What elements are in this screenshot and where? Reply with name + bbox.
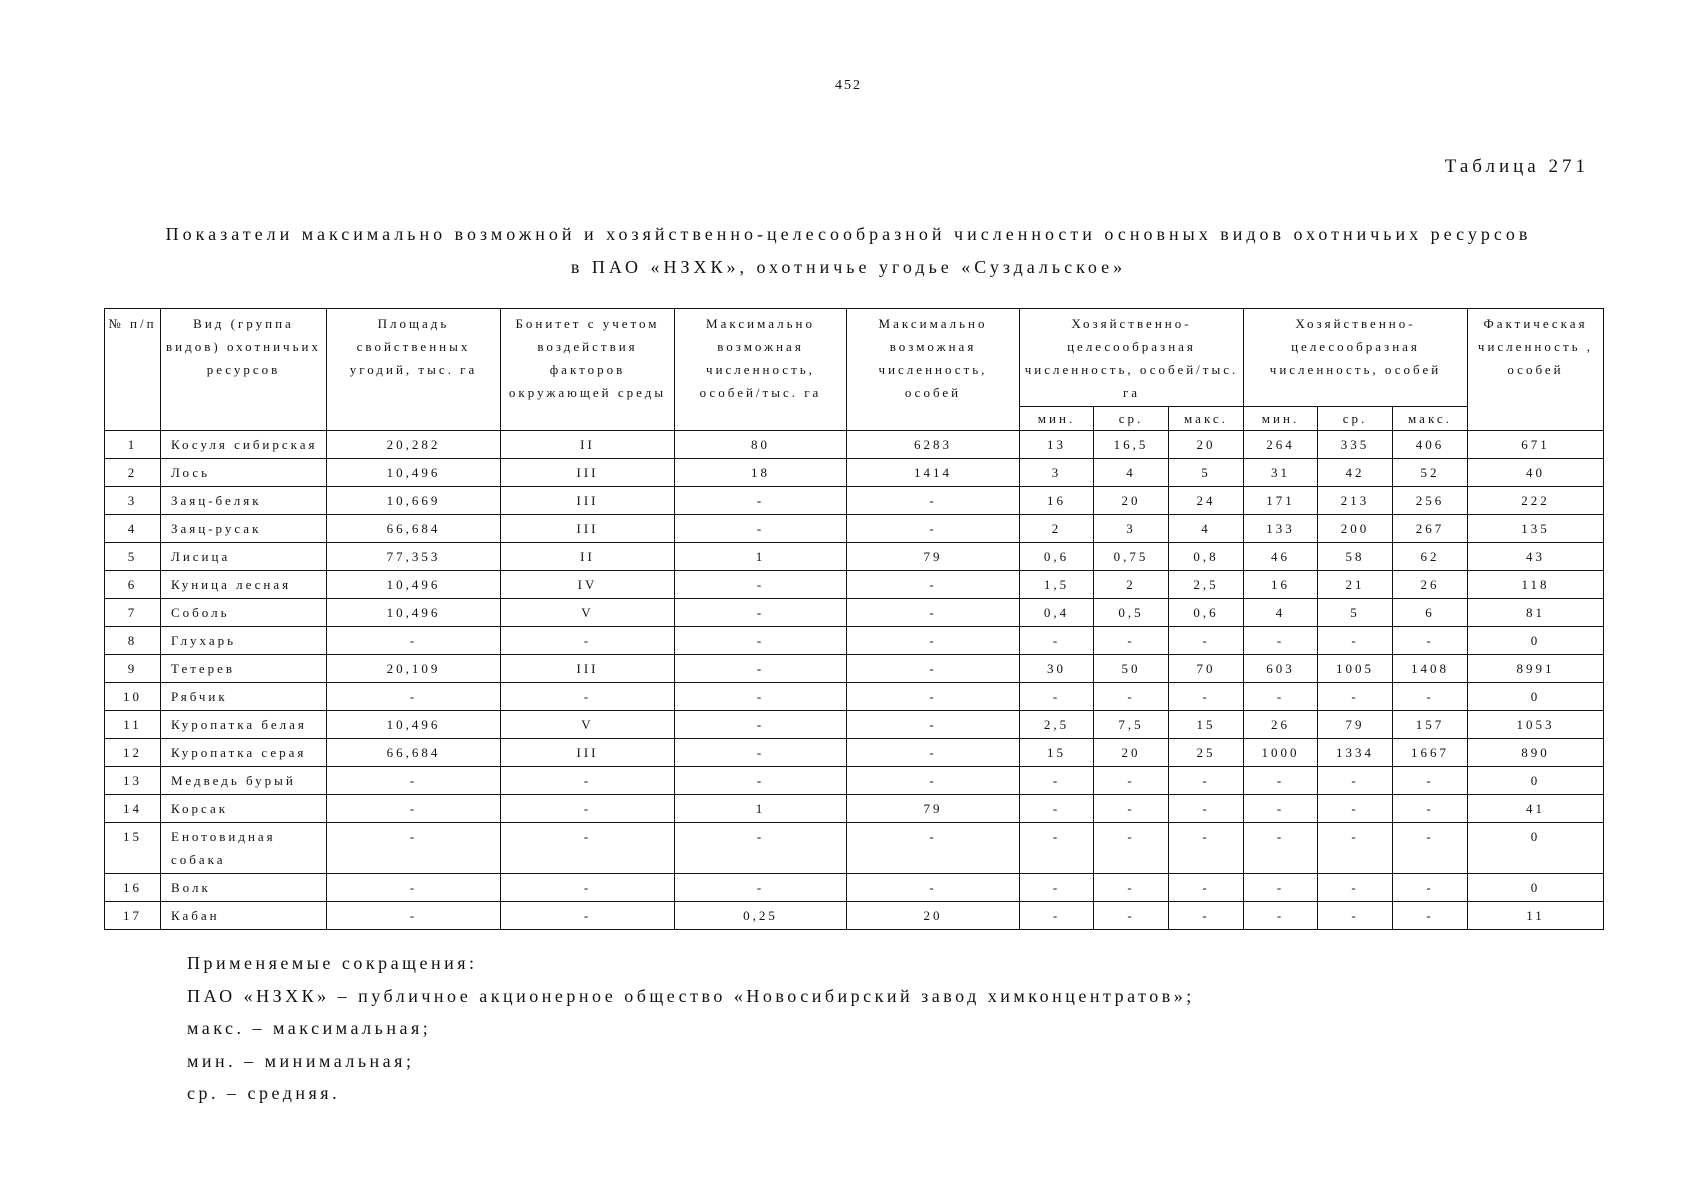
cell-econ-count-min: -: [1244, 823, 1318, 874]
header-actual: Фактическая численность , особей: [1468, 309, 1604, 431]
cell-econ-density-max: 4: [1169, 515, 1244, 543]
header-econ-count: Хозяйственно-целесообразная численность, особей: [1244, 309, 1468, 407]
cell-econ-count-max: 406: [1393, 431, 1468, 459]
cell-econ-density-avg: -: [1094, 767, 1169, 795]
cell-econ-density-max: 2,5: [1169, 571, 1244, 599]
table-row: [105, 739, 1604, 767]
cell-max-count: -: [847, 823, 1020, 874]
cell-econ-density-max: 24: [1169, 487, 1244, 515]
cell-bonitet: -: [501, 683, 675, 711]
cell-econ-density-min: -: [1020, 823, 1094, 874]
cell-species: Соболь: [161, 599, 327, 627]
table-row: [105, 431, 1604, 459]
cell-bonitet: III: [501, 459, 675, 487]
cell-max-count: -: [847, 767, 1020, 795]
cell-econ-density-max: 25: [1169, 739, 1244, 767]
cell-econ-count-min: 133: [1244, 515, 1318, 543]
header-econ-density-avg: ср.: [1094, 407, 1169, 431]
cell-econ-density-min: -: [1020, 627, 1094, 655]
cell-max-density: 1: [675, 543, 847, 571]
cell-max-density: 0,25: [675, 902, 847, 930]
cell-num: 1: [105, 431, 161, 459]
cell-econ-count-avg: 79: [1318, 711, 1393, 739]
cell-econ-count-avg: 5: [1318, 599, 1393, 627]
cell-area: 10,496: [327, 599, 501, 627]
cell-species: Волк: [161, 874, 327, 902]
table-row: [105, 874, 1604, 902]
cell-max-count: -: [847, 711, 1020, 739]
table-row: [105, 902, 1604, 930]
cell-econ-count-avg: -: [1318, 902, 1393, 930]
cell-econ-count-avg: -: [1318, 823, 1393, 874]
cell-max-density: -: [675, 571, 847, 599]
cell-econ-density-min: -: [1020, 767, 1094, 795]
cell-num: 4: [105, 515, 161, 543]
cell-econ-count-avg: 58: [1318, 543, 1393, 571]
cell-econ-density-avg: 0,5: [1094, 599, 1169, 627]
cell-species: Медведь бурый: [161, 767, 327, 795]
cell-econ-count-avg: 42: [1318, 459, 1393, 487]
cell-econ-count-avg: -: [1318, 874, 1393, 902]
cell-max-density: -: [675, 627, 847, 655]
cell-actual: 0: [1468, 823, 1604, 874]
cell-econ-count-max: -: [1393, 902, 1468, 930]
table-row: [105, 543, 1604, 571]
cell-bonitet: -: [501, 823, 675, 874]
cell-econ-density-avg: -: [1094, 823, 1169, 874]
cell-econ-density-max: -: [1169, 767, 1244, 795]
cell-econ-density-min: 16: [1020, 487, 1094, 515]
cell-actual: 8991: [1468, 655, 1604, 683]
cell-actual: 41: [1468, 795, 1604, 823]
cell-bonitet: III: [501, 739, 675, 767]
cell-area: 10,496: [327, 571, 501, 599]
cell-max-density: 1: [675, 795, 847, 823]
cell-econ-density-min: 1,5: [1020, 571, 1094, 599]
cell-species: Заяц-беляк: [161, 487, 327, 515]
cell-econ-count-min: -: [1244, 767, 1318, 795]
cell-econ-count-avg: 1334: [1318, 739, 1393, 767]
cell-max-count: -: [847, 599, 1020, 627]
cell-actual: 222: [1468, 487, 1604, 515]
cell-econ-count-min: 16: [1244, 571, 1318, 599]
cell-econ-count-max: 26: [1393, 571, 1468, 599]
cell-bonitet: -: [501, 874, 675, 902]
cell-econ-count-min: -: [1244, 874, 1318, 902]
title-line-1: Показатели максимально возможной и хозяйственно-целесообразной численности основных видов охотничьих ресурсов: [165, 224, 1532, 244]
header-econ-density-min: мин.: [1020, 407, 1094, 431]
cell-econ-density-min: 2: [1020, 515, 1094, 543]
cell-num: 6: [105, 571, 161, 599]
cell-max-count: -: [847, 627, 1020, 655]
cell-econ-count-max: 267: [1393, 515, 1468, 543]
cell-max-count: -: [847, 874, 1020, 902]
cell-max-count: 20: [847, 902, 1020, 930]
table-row: [105, 571, 1604, 599]
cell-max-density: -: [675, 874, 847, 902]
cell-econ-density-max: 70: [1169, 655, 1244, 683]
cell-area: -: [327, 902, 501, 930]
cell-econ-count-avg: -: [1318, 767, 1393, 795]
cell-area: 20,282: [327, 431, 501, 459]
cell-econ-density-max: 0,8: [1169, 543, 1244, 571]
cell-area: -: [327, 627, 501, 655]
note-item: ПАО «НЗХК» – публичное акционерное общество «Новосибирский завод химконцентратов»;: [187, 985, 1195, 1006]
cell-num: 3: [105, 487, 161, 515]
cell-econ-count-min: 31: [1244, 459, 1318, 487]
cell-econ-count-min: 1000: [1244, 739, 1318, 767]
cell-econ-density-avg: 4: [1094, 459, 1169, 487]
cell-bonitet: III: [501, 515, 675, 543]
cell-econ-density-max: -: [1169, 683, 1244, 711]
cell-num: 9: [105, 655, 161, 683]
cell-max-density: -: [675, 823, 847, 874]
cell-econ-density-max: -: [1169, 795, 1244, 823]
cell-econ-count-avg: -: [1318, 795, 1393, 823]
cell-actual: 81: [1468, 599, 1604, 627]
cell-num: 13: [105, 767, 161, 795]
cell-econ-count-max: -: [1393, 823, 1468, 874]
table-row: [105, 767, 1604, 795]
cell-econ-count-avg: 21: [1318, 571, 1393, 599]
cell-area: 10,496: [327, 459, 501, 487]
cell-num: 8: [105, 627, 161, 655]
cell-econ-count-min: -: [1244, 902, 1318, 930]
cell-bonitet: III: [501, 655, 675, 683]
cell-econ-count-max: -: [1393, 683, 1468, 711]
cell-econ-density-avg: -: [1094, 627, 1169, 655]
cell-econ-count-max: 157: [1393, 711, 1468, 739]
cell-area: -: [327, 767, 501, 795]
cell-area: 77,353: [327, 543, 501, 571]
table-body: [105, 431, 1604, 930]
table-row: [105, 515, 1604, 543]
note-item: макс. – максимальная;: [187, 1018, 432, 1038]
hunting-resources-table: [104, 308, 1604, 930]
cell-econ-density-avg: -: [1094, 902, 1169, 930]
cell-area: -: [327, 795, 501, 823]
cell-bonitet: II: [501, 543, 675, 571]
cell-econ-count-max: 6: [1393, 599, 1468, 627]
cell-econ-density-avg: -: [1094, 683, 1169, 711]
cell-max-count: -: [847, 487, 1020, 515]
header-econ-density-max: макс.: [1169, 407, 1244, 431]
cell-bonitet: -: [501, 627, 675, 655]
cell-econ-density-max: -: [1169, 874, 1244, 902]
cell-econ-count-avg: -: [1318, 627, 1393, 655]
cell-econ-count-min: -: [1244, 627, 1318, 655]
cell-max-count: -: [847, 571, 1020, 599]
cell-econ-density-min: -: [1020, 683, 1094, 711]
cell-num: 7: [105, 599, 161, 627]
cell-econ-density-max: 15: [1169, 711, 1244, 739]
cell-econ-count-min: 4: [1244, 599, 1318, 627]
note-item: ср. – средняя.: [187, 1083, 341, 1103]
header-area: Площадь свойственных угодий, тыс. га: [327, 309, 501, 431]
cell-species: Енотовидная собака: [161, 823, 327, 874]
cell-max-density: -: [675, 767, 847, 795]
cell-econ-count-avg: -: [1318, 683, 1393, 711]
cell-max-count: 79: [847, 795, 1020, 823]
cell-num: 17: [105, 902, 161, 930]
table-row: [105, 711, 1604, 739]
cell-max-density: -: [675, 655, 847, 683]
cell-econ-density-max: 20: [1169, 431, 1244, 459]
cell-econ-density-avg: 3: [1094, 515, 1169, 543]
cell-econ-density-min: -: [1020, 795, 1094, 823]
cell-econ-count-min: 264: [1244, 431, 1318, 459]
cell-econ-count-avg: 213: [1318, 487, 1393, 515]
cell-econ-count-max: -: [1393, 874, 1468, 902]
cell-max-count: -: [847, 739, 1020, 767]
cell-area: -: [327, 874, 501, 902]
cell-actual: 0: [1468, 683, 1604, 711]
cell-num: 11: [105, 711, 161, 739]
cell-actual: 0: [1468, 874, 1604, 902]
cell-area: 20,109: [327, 655, 501, 683]
cell-econ-count-min: 26: [1244, 711, 1318, 739]
cell-max-count: 1414: [847, 459, 1020, 487]
cell-species: Косуля сибирская: [161, 431, 327, 459]
header-econ-density: Хозяйственно-целесообразная численность, особей/тыс. га: [1020, 309, 1244, 407]
cell-econ-density-min: 3: [1020, 459, 1094, 487]
cell-area: -: [327, 683, 501, 711]
cell-species: Куропатка белая: [161, 711, 327, 739]
cell-species: Заяц-русак: [161, 515, 327, 543]
cell-area: -: [327, 823, 501, 874]
table-row: [105, 599, 1604, 627]
cell-econ-density-min: 13: [1020, 431, 1094, 459]
cell-bonitet: V: [501, 711, 675, 739]
cell-actual: 40: [1468, 459, 1604, 487]
cell-actual: 0: [1468, 767, 1604, 795]
cell-area: 10,669: [327, 487, 501, 515]
cell-max-density: -: [675, 683, 847, 711]
cell-species: Рябчик: [161, 683, 327, 711]
cell-econ-count-max: 256: [1393, 487, 1468, 515]
note-item: мин. – минимальная;: [187, 1050, 415, 1071]
cell-area: 66,684: [327, 515, 501, 543]
cell-species: Лось: [161, 459, 327, 487]
cell-bonitet: III: [501, 487, 675, 515]
cell-econ-density-max: 0,6: [1169, 599, 1244, 627]
cell-econ-density-min: 0,4: [1020, 599, 1094, 627]
table-row: [105, 655, 1604, 683]
cell-econ-density-max: -: [1169, 823, 1244, 874]
cell-econ-count-max: -: [1393, 767, 1468, 795]
cell-max-density: 80: [675, 431, 847, 459]
table-row: [105, 627, 1604, 655]
cell-econ-count-max: -: [1393, 795, 1468, 823]
cell-econ-density-avg: -: [1094, 874, 1169, 902]
cell-econ-count-max: -: [1393, 627, 1468, 655]
header-num: № п/п: [105, 309, 161, 431]
header-max-count: Максимально возможная численность, особей: [847, 309, 1020, 431]
table-row: [105, 795, 1604, 823]
cell-actual: 135: [1468, 515, 1604, 543]
cell-max-count: 79: [847, 543, 1020, 571]
cell-econ-count-avg: 335: [1318, 431, 1393, 459]
cell-area: 10,496: [327, 711, 501, 739]
header-max-density: Максимально возможная численность, особей/тыс. га: [675, 309, 847, 431]
table-row: [105, 683, 1604, 711]
cell-max-count: 6283: [847, 431, 1020, 459]
cell-econ-density-min: 2,5: [1020, 711, 1094, 739]
cell-max-density: -: [675, 711, 847, 739]
cell-econ-density-avg: 7,5: [1094, 711, 1169, 739]
cell-actual: 0: [1468, 627, 1604, 655]
cell-econ-count-max: 62: [1393, 543, 1468, 571]
cell-econ-count-min: 46: [1244, 543, 1318, 571]
cell-econ-count-avg: 1005: [1318, 655, 1393, 683]
cell-econ-count-max: 1408: [1393, 655, 1468, 683]
header-species: Вид (группа видов) охотничьих ресурсов: [161, 309, 327, 431]
cell-species: Куница лесная: [161, 571, 327, 599]
cell-econ-density-avg: 2: [1094, 571, 1169, 599]
cell-econ-density-min: -: [1020, 902, 1094, 930]
cell-econ-density-avg: 0,75: [1094, 543, 1169, 571]
cell-num: 10: [105, 683, 161, 711]
cell-actual: 671: [1468, 431, 1604, 459]
cell-econ-density-min: 15: [1020, 739, 1094, 767]
cell-num: 15: [105, 823, 161, 874]
cell-max-count: -: [847, 515, 1020, 543]
cell-econ-density-avg: -: [1094, 795, 1169, 823]
cell-max-count: -: [847, 655, 1020, 683]
cell-species: Лисица: [161, 543, 327, 571]
cell-econ-count-min: -: [1244, 795, 1318, 823]
title-line-2: в ПАО «НЗХК», охотничье угодье «Суздальское»: [570, 257, 1127, 277]
cell-species: Тетерев: [161, 655, 327, 683]
cell-species: Глухарь: [161, 627, 327, 655]
cell-econ-density-avg: 20: [1094, 487, 1169, 515]
table-label: Таблица 271: [1444, 156, 1589, 177]
cell-species: Корсак: [161, 795, 327, 823]
cell-area: 66,684: [327, 739, 501, 767]
cell-econ-count-max: 52: [1393, 459, 1468, 487]
cell-bonitet: -: [501, 767, 675, 795]
cell-bonitet: V: [501, 599, 675, 627]
cell-bonitet: -: [501, 795, 675, 823]
cell-max-count: -: [847, 683, 1020, 711]
cell-econ-count-avg: 200: [1318, 515, 1393, 543]
header-bonitet: Бонитет с учетом воздействия факторов окружающей среды: [501, 309, 675, 431]
cell-max-density: -: [675, 599, 847, 627]
cell-econ-density-max: -: [1169, 627, 1244, 655]
table-row: [105, 487, 1604, 515]
cell-num: 14: [105, 795, 161, 823]
cell-econ-density-avg: 20: [1094, 739, 1169, 767]
cell-econ-density-min: 0,6: [1020, 543, 1094, 571]
cell-econ-density-avg: 16,5: [1094, 431, 1169, 459]
cell-econ-density-min: -: [1020, 874, 1094, 902]
header-econ-count-avg: ср.: [1318, 407, 1393, 431]
cell-num: 12: [105, 739, 161, 767]
cell-econ-count-min: 603: [1244, 655, 1318, 683]
table-title: [0, 218, 1697, 284]
cell-econ-density-max: -: [1169, 902, 1244, 930]
cell-max-density: -: [675, 739, 847, 767]
table-row: [105, 823, 1604, 874]
cell-num: 5: [105, 543, 161, 571]
cell-econ-count-min: 171: [1244, 487, 1318, 515]
cell-actual: 890: [1468, 739, 1604, 767]
cell-econ-count-min: -: [1244, 683, 1318, 711]
cell-max-density: -: [675, 515, 847, 543]
cell-econ-density-max: 5: [1169, 459, 1244, 487]
header-econ-count-min: мин.: [1244, 407, 1318, 431]
cell-num: 16: [105, 874, 161, 902]
cell-econ-density-min: 30: [1020, 655, 1094, 683]
table-row: [105, 459, 1604, 487]
cell-actual: 43: [1468, 543, 1604, 571]
cell-actual: 1053: [1468, 711, 1604, 739]
cell-num: 2: [105, 459, 161, 487]
cell-actual: 11: [1468, 902, 1604, 930]
header-econ-count-max: макс.: [1393, 407, 1468, 431]
notes-heading: Применяемые сокращения:: [187, 953, 478, 973]
cell-max-density: 18: [675, 459, 847, 487]
cell-econ-density-avg: 50: [1094, 655, 1169, 683]
cell-econ-count-max: 1667: [1393, 739, 1468, 767]
cell-max-density: -: [675, 487, 847, 515]
cell-bonitet: -: [501, 902, 675, 930]
cell-species: Кабан: [161, 902, 327, 930]
cell-species: Куропатка серая: [161, 739, 327, 767]
page-number: 452: [835, 78, 862, 93]
abbreviations-notes: [187, 947, 1195, 1110]
cell-bonitet: II: [501, 431, 675, 459]
cell-actual: 118: [1468, 571, 1604, 599]
cell-bonitet: IV: [501, 571, 675, 599]
